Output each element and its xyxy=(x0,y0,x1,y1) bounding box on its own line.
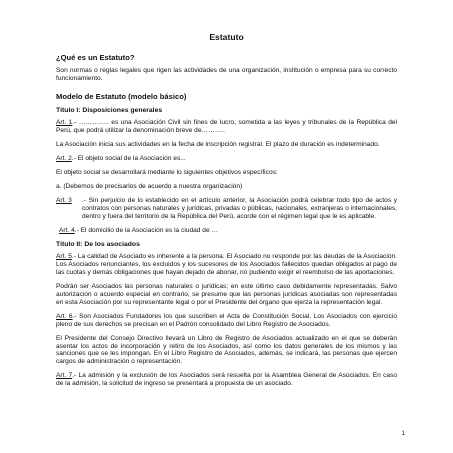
article-5-label: Art. 5 xyxy=(56,253,72,261)
article-7-text: .- La admisión y la exclusión de los Asociados será resuelta por la Asamblea General de Asociados. En caso de la admisión, la solicitud de ingreso se presentará a propuesta de un asociado. xyxy=(56,372,398,388)
article-6-text: .- Son Asociados Fundadores los que suscriben el Acta de Constitución Social. Los Asociados con ejercicio pleno de sus derechos se precisan en el Padrón consolidado del Libro Registro de Asociados. xyxy=(56,312,398,328)
article-7 xyxy=(56,372,397,388)
article-3-label: Art. 3 xyxy=(56,196,72,204)
page-number: 1 xyxy=(401,431,405,438)
article-4 xyxy=(56,227,397,235)
article-1-text: .- ………….. es una Asociación Civil sin fines de lucro, sometida a las leyes y tribunales de la República del Perú, que podrá utilizar la denominación breve de……….. xyxy=(56,119,397,135)
article-6 xyxy=(56,313,397,329)
question-heading: ¿Qué es un Estatuto? xyxy=(56,52,135,62)
model-heading: Modelo de Estatuto (modelo básico) xyxy=(56,91,187,101)
article-4-label: Art. 4 xyxy=(59,226,75,234)
definition-paragraph: Son normas o reglas legales que rigen las actividades de una organización, institución o empresa para su correcto funcionamiento. xyxy=(56,66,397,82)
article-2 xyxy=(56,155,397,163)
article-3 xyxy=(56,197,397,221)
register-paragraph: El Presidente del Consejo Directivo llevará un Libro de Registro de Asociados actualizado en el que se deberán asentar los actos de incorporación y retiro de los Asociados, así como los datos generales de los mismos y las sanciones que se les impongan. En el Libro Registro de Asociados, además, se indicará, las personas que ejercen cargos de administración o representación. xyxy=(56,334,397,366)
objectives-paragraph: El objeto social se desarrollará mediante lo siguientes objetivos específicos: xyxy=(56,169,278,177)
article-1-label: Art. 1 xyxy=(56,119,73,127)
members-paragraph: Podrán ser Asociados las personas naturales o jurídicas; en este último caso debidamente representadas. Salvo autorización o acuerdo especial en contrario, se presume que las personas jurídicas asociadas son representadas en esta Asociación por su representante legal o por el Presidente del órgano que ejerza la representación legal. xyxy=(56,283,397,306)
article-2-text: .- El objeto social de la Asociación es... xyxy=(71,155,186,163)
title-two-heading: Título II: De los asociados xyxy=(56,240,140,248)
article-2-label: Art. 2 xyxy=(56,155,72,163)
article-6-label: Art. 6 xyxy=(56,312,73,320)
objective-a: a. (Debemos de precisarlos de acuerdo a nuestra organización) xyxy=(56,182,243,190)
article-1 xyxy=(56,119,397,135)
article-5 xyxy=(56,253,397,277)
title-one-heading: Título I: Disposiciones generales xyxy=(56,106,163,114)
document-title: Estatuto xyxy=(209,32,244,42)
article-4-text: .- El domicilio de la Asociación es la ciudad de … xyxy=(74,226,219,234)
article-5-text: .- La calidad de Asociado es inherente a la persona. El Asociado no responde por las deudas de la Asociación. Los Asociados renunciantes, los excluidos y los sucesores de los Asociados fallecidos quedan obligados al pago de las cuotas y demás obligaciones que hayan dejado de abonar, no pudiendo exigir el reembolso de las aportaciones. xyxy=(56,253,397,277)
article-3-text: .- Sin perjuicio de lo establecido en el artículo anterior, la Asociación podrá celebrar todo tipo de actos y contratos con personas naturales y jurídicas, privadas o públicas, nacionales, extranjeras o internacionales, dentro y fuera del territorio de la República del Perú, acorde con el régimen legal que le es aplicable. xyxy=(82,196,397,220)
article-7-label: Art. 7 xyxy=(56,372,73,380)
start-paragraph: La Asociación inicia sus actividades en la fecha de inscripción registral. El plazo de duración es indeterminado. xyxy=(56,141,380,149)
